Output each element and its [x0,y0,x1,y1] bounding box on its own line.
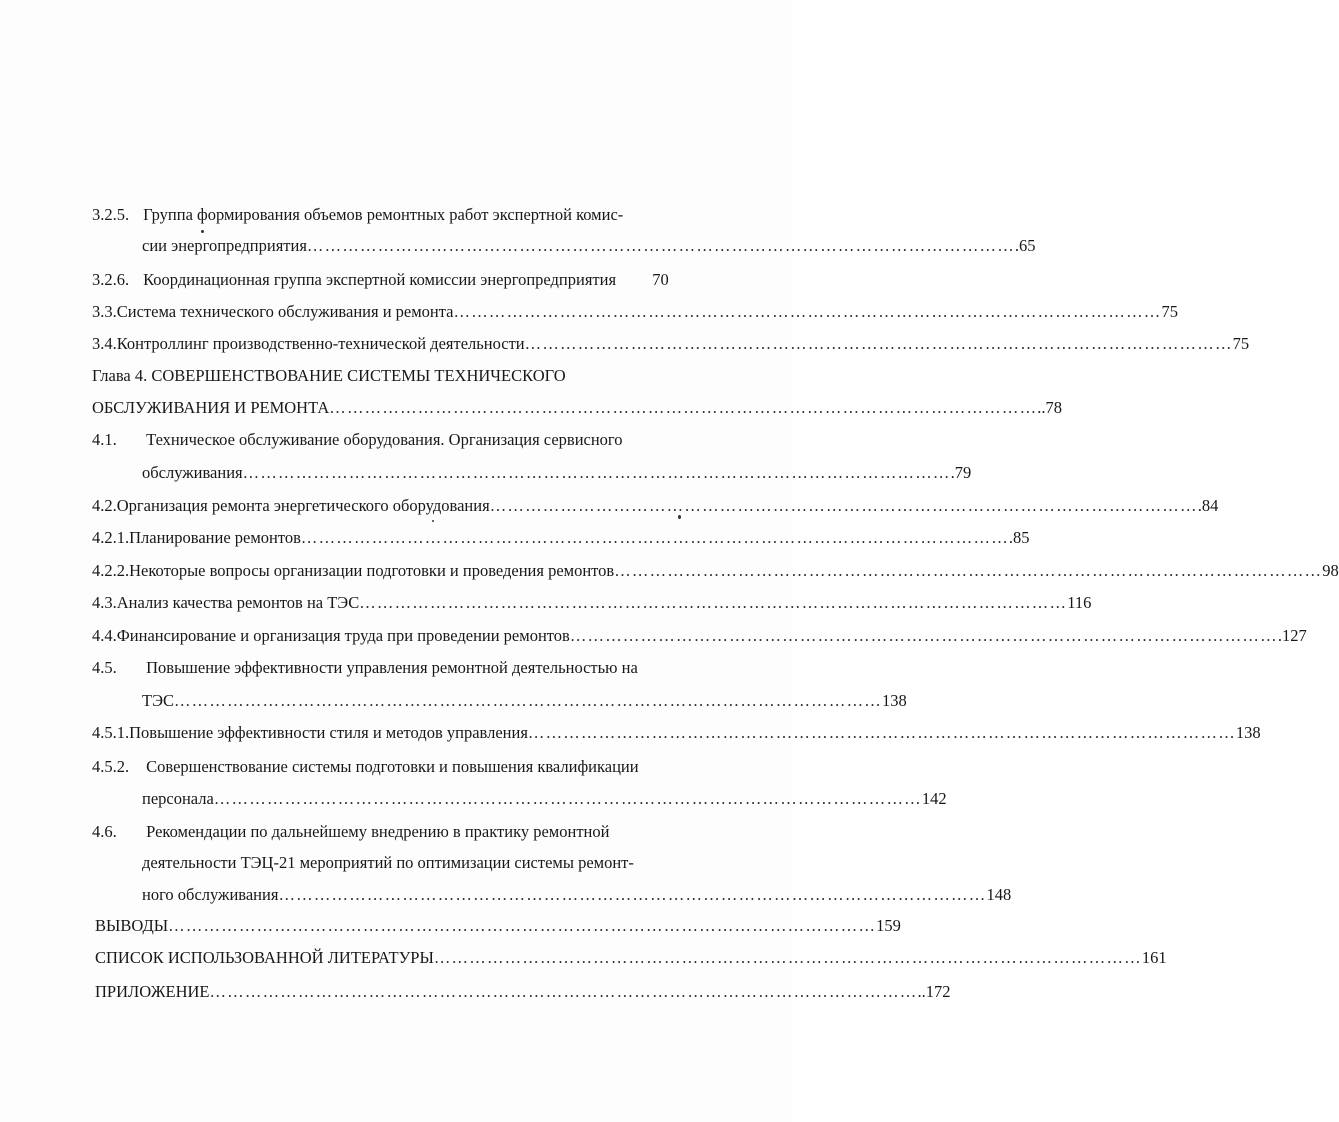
toc-entry-4-1-cont [142,463,972,483]
page-number: 75 [1161,302,1178,321]
section-title: ПРИЛОЖЕНИЕ [95,982,210,1001]
chapter-title: ОБСЛУЖИВАНИЯ И РЕМОНТА [92,398,330,417]
section-title: Некоторые вопросы организации подготовки и проведения ремонтов [129,561,615,580]
section-title: персонала [142,789,214,808]
section-number: 4.5. [92,658,117,677]
section-number: 3.4. [92,334,117,353]
dot-leader: ………………………………………………………………………………………………………… [306,236,1015,255]
dot-leader: ………………………………………………………………………………………………………… [524,334,1233,353]
chapter-title: Глава 4. СОВЕРШЕНСТВОВАНИЕ СИСТЕМЫ ТЕХНИЧЕСКОГО [92,366,566,385]
dot-leader: ………………………………………………………………………………………………………… [489,496,1198,515]
page-number: .127 [1277,626,1307,645]
scan-speck [201,230,204,233]
toc-entry-4-2-1 [92,528,1030,548]
dot-leader: ………………………………………………………………………………………………………… [209,982,918,1001]
scan-speck [678,515,681,519]
toc-chapter-4-cont [92,398,1063,418]
page-number: 142 [921,789,947,808]
section-number: 4.1. [92,430,117,449]
section-title: Анализ качества ремонтов на ТЭС [116,593,360,612]
section-title: обслуживания [142,463,243,482]
section-number: 4.5.1. [92,723,130,742]
toc-entry-4-6-cont2 [142,885,1012,905]
toc-entry-4-3 [92,593,1092,613]
toc-chapter-4 [92,366,566,386]
toc-entry-3-3 [92,302,1178,322]
toc-entry-4-6-cont [142,853,634,873]
toc-entry-4-4 [92,626,1307,646]
dot-leader: ………………………………………………………………………………………………………… [527,723,1236,742]
toc-entry-3-2-5 [92,205,623,225]
toc-entry-references [95,948,1167,968]
section-title: Координационная группа экспертной комиссии энергопредприятия [143,270,617,289]
dot-leader: ………………………………………………………………………………………………………… [278,885,987,904]
page-number: 98 [1322,561,1339,580]
section-title: деятельности ТЭЦ-21 мероприятий по оптимизации системы ремонт- [142,853,634,872]
toc-entry-3-4 [92,334,1250,354]
page-number: 138 [881,691,907,710]
toc-entry-4-2-2 [92,561,1339,581]
dot-leader: ………………………………………………………………………………………………………… [242,463,951,482]
section-number: 4.6. [92,822,117,841]
section-number: 4.2. [92,496,117,515]
section-title: Финансирование и организация труда при проведении ремонтов [116,626,570,645]
dot-leader: ………………………………………………………………………………………………………… [433,948,1142,967]
dot-leader: ………………………………………………………………………………………………………… [329,398,1038,417]
page-number: ..172 [917,982,951,1001]
dot-leader: ………………………………………………………………………………………………………… [300,528,1009,547]
section-number: 3.3. [92,302,117,321]
toc-entry-4-5-1 [92,723,1261,743]
toc-entry-4-5 [92,658,638,678]
section-number: 4.2.1. [92,528,130,547]
dot-leader: ………………………………………………………………………………………………………… [453,302,1162,321]
page-number: 161 [1141,948,1167,967]
toc-entry-3-2-6 [92,270,669,290]
toc-entry-4-1 [92,430,623,450]
dot-leader: ………………………………………………………………………………………………………… [569,626,1278,645]
dot-leader: ………………………………………………………………………………………………………… [168,916,877,935]
page-number: 75 [1232,334,1250,353]
section-title: Система технического обслуживания и ремонта [116,302,454,321]
section-title: Рекомендации по дальнейшему внедрению в практику ремонтной [146,822,610,841]
toc-entry-4-6 [92,822,609,842]
page-number: 70 [652,270,669,289]
dot-leader: ………………………………………………………………………………………………………… [359,593,1068,612]
section-title: Контроллинг производственно-технической деятельности [116,334,525,353]
section-title: СПИСОК ИСПОЛЬЗОВАННОЙ ЛИТЕРАТУРЫ [95,948,434,967]
page-number: 116 [1067,593,1092,612]
section-title: Планирование ремонтов [129,528,301,547]
section-title: сии энергопредприятия [142,236,307,255]
section-title: ТЭС [142,691,174,710]
section-title: Группа формирования объемов ремонтных работ экспертной комис- [143,205,624,224]
section-number: 4.3. [92,593,117,612]
section-title: Повышение эффективности управления ремонтной деятельностью на [146,658,638,677]
section-title: ВЫВОДЫ [95,916,169,935]
dot-leader: ………………………………………………………………………………………………………… [614,561,1323,580]
section-number: 3.2.5. [92,205,130,224]
toc-entry-4-5-2 [92,757,639,777]
section-title: Повышение эффективности стиля и методов управления [129,723,528,742]
section-number: 4.5.2. [92,757,130,776]
toc-entry-4-5-2-cont [142,789,947,809]
section-number: 4.2.2. [92,561,130,580]
page-number: 138 [1235,723,1261,742]
page-number: ..78 [1037,398,1063,417]
page-number: .85 [1008,528,1030,547]
section-title: Совершенствование системы подготовки и повышения квалификации [146,757,639,776]
page-number: .65 [1014,236,1036,255]
page-number: .79 [950,463,972,482]
section-number: 3.2.6. [92,270,130,289]
toc-entry-appendix [95,982,951,1002]
section-title: Техническое обслуживание оборудования. Организация сервисного [146,430,623,449]
toc-entry-4-5-cont [142,691,907,711]
toc-entry-4-2 [92,496,1219,516]
section-title: Организация ремонта энергетического оборудования [116,496,490,515]
toc-entry-3-2-5-cont [142,236,1036,256]
dot-leader: ………………………………………………………………………………………………………… [173,691,882,710]
section-number: 4.4. [92,626,117,645]
page-number: .84 [1197,496,1219,515]
toc-entry-conclusions [95,916,901,936]
page-number: 159 [876,916,901,935]
section-title: ного обслуживания [142,885,279,904]
dot-leader: ………………………………………………………………………………………………………… [213,789,922,808]
scan-speck [432,520,434,522]
page-number: 148 [986,885,1012,904]
